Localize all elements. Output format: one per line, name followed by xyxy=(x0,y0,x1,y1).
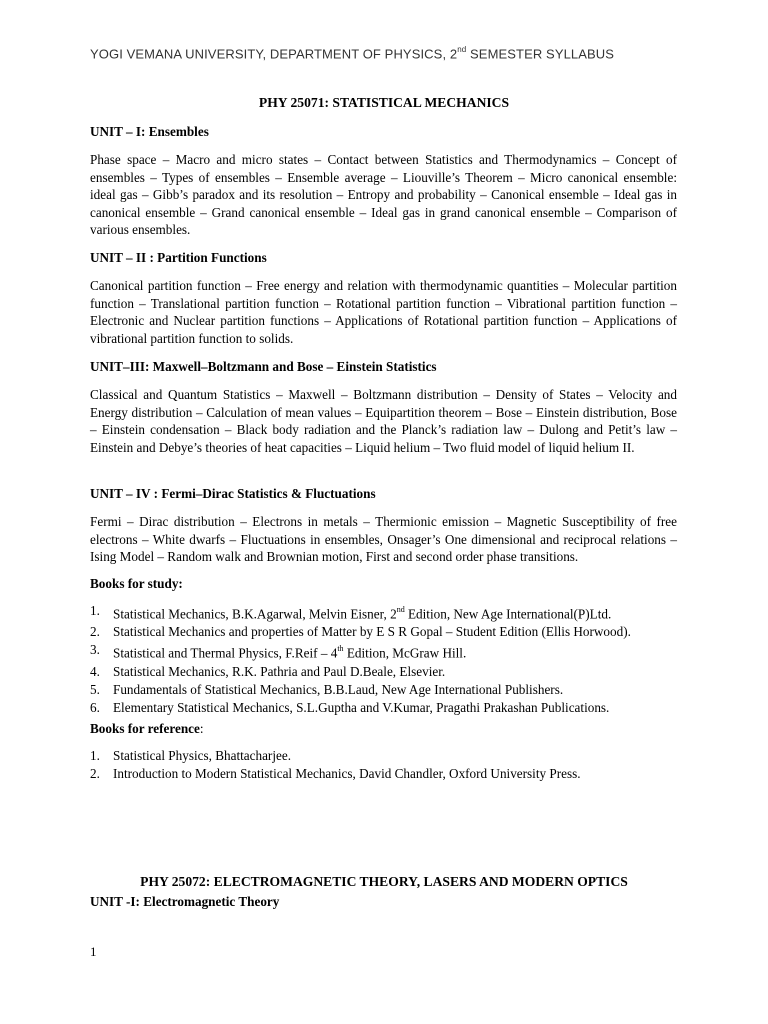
reference-books-heading: Books for reference: xyxy=(90,721,204,736)
study-books-heading: Books for study: xyxy=(90,576,183,591)
unit-text: Canonical partition function – Free energy and relation with thermodynamic quantities – Molecular partition function – Translational partition function – Rotational partition function – Vibrational partition function – Electronic and Nuclear partition functions – Applications of Rotational partition function – Applications of vibrational partition function to solids. xyxy=(90,278,677,346)
list-item: 5. Fundamentals of Statistical Mechanics, B.B.Laud, New Age International Publishers. xyxy=(90,681,564,697)
page-header: YOGI VEMANA UNIVERSITY, DEPARTMENT OF PHYSICS, 2nd SEMESTER SYLLABUS xyxy=(90,45,615,62)
list-item: 2. Statistical Mechanics and properties of Matter by E S R Gopal – Student Edition (Ellis Horwood). xyxy=(90,624,631,640)
reference-books-list xyxy=(90,747,690,783)
unit-heading: UNIT – II : Partition Functions xyxy=(90,250,267,265)
unit-heading: UNIT–III: Maxwell–Boltzmann and Bose – Einstein Statistics xyxy=(90,359,437,374)
study-books-list xyxy=(90,602,690,717)
unit-text: Classical and Quantum Statistics – Maxwell – Boltzmann distribution – Density of States – Velocity and Energy distribution – Calculation of mean values – Equipartition theorem – Bose – Einstein distribution, Bose – Einstein condensation – Black body radiation and the Planck’s radiation law – Dulong and Petit’s law – Einstein and Debye’s theories of heat capacities – Liquid helium – Two fluid model of liquid helium II. xyxy=(90,387,677,455)
unit-text: Phase space – Macro and micro states – Contact between Statistics and Thermodynamics – Concept of ensembles – Types of ensembles – Ensemble average – Liouville’s Theorem – Micro canonical ensemble: ideal gas – Gibb’s paradox and its resolution – Entropy and probability – Canonical ensemble – Ideal gas in canonical ensemble – Grand canonical ensemble – Ideal gas in grand canonical ensemble – Comparison of various ensembles. xyxy=(90,152,677,238)
unit-text: Fermi – Dirac distribution – Electrons in metals – Thermionic emission – Magnetic Susceptibility of free electrons – White dwarfs – Fluctuations in ensembles, Onsager’s One dimensional and reciprocal relations – Ising Model – Random walk and Brownian motion, First and second order phase transitions. xyxy=(90,514,677,565)
unit-heading: UNIT -I: Electromagnetic Theory xyxy=(90,894,280,909)
list-item: 1. Statistical Mechanics, B.K.Agarwal, Melvin Eisner, 2nd Edition, New Age International(P)Ltd. xyxy=(90,603,612,622)
list-item: 4. Statistical Mechanics, R.K. Pathria and Paul D.Beale, Elsevier. xyxy=(90,663,446,679)
unit-heading: UNIT – IV : Fermi–Dirac Statistics & Fluctuations xyxy=(90,486,376,501)
list-item: 2. Introduction to Modern Statistical Mechanics, David Chandler, Oxford University Press. xyxy=(90,766,581,781)
list-item: 1. Statistical Physics, Bhattacharjee. xyxy=(90,748,291,763)
list-item: 3. Statistical and Thermal Physics, F.Reif – 4th Edition, McGraw Hill. xyxy=(90,642,467,661)
course-title: PHY 25071: STATISTICAL MECHANICS xyxy=(258,95,510,110)
page-number: 1 xyxy=(90,944,97,959)
unit-heading: UNIT – I: Ensembles xyxy=(90,124,209,139)
course-title: PHY 25072: ELECTROMAGNETIC THEORY, LASERS AND MODERN OPTICS xyxy=(140,874,628,889)
list-item: 6. Elementary Statistical Mechanics, S.L.Guptha and V.Kumar, Pragathi Prakashan Publications. xyxy=(90,699,610,715)
